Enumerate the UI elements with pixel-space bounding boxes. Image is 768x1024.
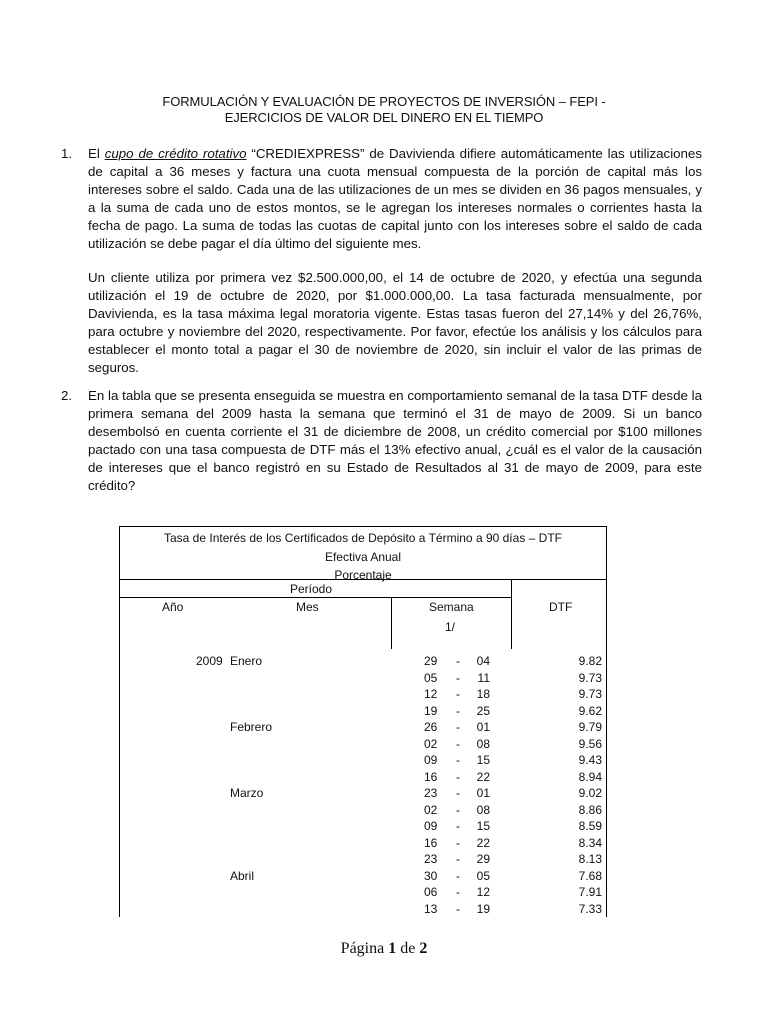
page-of: de (396, 940, 420, 957)
table-divider (120, 579, 606, 580)
table-caption-line-2: Efectiva Anual (324, 549, 402, 564)
week-separator: - (456, 819, 460, 833)
dtf-value-cell: 9.02 (578, 786, 602, 800)
week-separator: - (456, 868, 460, 883)
dtf-value-cell: 8.94 (578, 769, 602, 784)
week-end-cell: 25 (476, 703, 490, 718)
table-row (120, 752, 606, 769)
dtf-value-cell: 8.59 (578, 819, 602, 833)
table-row (120, 785, 606, 802)
week-end-cell: 19 (476, 901, 490, 916)
dtf-value-cell: 9.43 (578, 753, 602, 767)
week-end-cell: 18 (476, 687, 490, 701)
week-start-cell: 16 (424, 769, 438, 784)
week-separator: - (456, 885, 460, 899)
table-divider (120, 597, 511, 598)
month-cell: Abril (230, 868, 255, 883)
exercise-1 (61, 145, 702, 377)
week-separator: - (456, 835, 460, 850)
table-row (120, 703, 606, 720)
week-start-cell: 09 (424, 819, 438, 833)
dtf-value-cell: 9.82 (578, 654, 602, 668)
month-header: Mes (296, 600, 319, 614)
week-separator: - (456, 703, 460, 718)
week-end-cell: 01 (476, 786, 490, 800)
week-start-cell: 23 (424, 852, 438, 866)
week-end-cell: 15 (476, 753, 490, 767)
title-line-2: EJERCICIOS DE VALOR DEL DINERO EN EL TIEMPO (224, 110, 544, 125)
week-end-cell: 04 (476, 654, 490, 668)
week-start-cell: 16 (424, 835, 438, 850)
table-row (120, 769, 606, 786)
week-start-cell: 02 (424, 736, 438, 751)
dtf-value-cell: 7.33 (578, 901, 602, 916)
week-end-cell: 15 (476, 819, 490, 833)
exercise-1-number: 1. (61, 146, 73, 161)
week-separator: - (456, 901, 460, 916)
week-end-cell: 01 (476, 720, 490, 734)
page-label: Página (340, 940, 389, 957)
dtf-header: DTF (549, 600, 573, 614)
table-row (120, 851, 606, 868)
week-end-cell: 11 (477, 670, 490, 685)
week-end-cell: 12 (476, 885, 490, 899)
table-row (120, 719, 606, 736)
week-end-cell: 22 (476, 835, 490, 850)
title-line-1: FORMULACIÓN Y EVALUACIÓN DE PROYECTOS DE INVERSIÓN – FEPI - (162, 94, 606, 109)
dtf-value-cell: 7.91 (578, 885, 602, 899)
month-cell: Marzo (230, 786, 264, 800)
exercise-2-paragraph: En la tabla que se presenta enseguida se muestra en comportamiento semanal de la tasa DTF desde la primera semana del 2009 hasta la semana que terminó el 31 de mayo de 2009. Si un banco desembolsó en cuenta corriente el 31 de diciembre de 2008, un crédito comercial por $100 millones pactado con una tasa compuesta de DTF más el 13% efectivo anual, ¿cuál es el valor de la causación de intereses que el banco registró en su Estado de Resultados al 31 de mayo de 2009, para este crédito? (88, 388, 702, 493)
year-cell: 2009 (196, 654, 223, 668)
week-header-note: 1/ (445, 620, 456, 634)
week-start-cell: 09 (424, 753, 438, 767)
dtf-value-cell: 7.68 (578, 868, 602, 883)
dtf-value-cell: 9.79 (578, 720, 602, 734)
week-end-cell: 29 (476, 852, 490, 866)
dtf-value-cell: 8.13 (578, 852, 602, 866)
exercise-2 (61, 387, 702, 495)
page-total: 2 (419, 940, 428, 957)
week-separator: - (456, 753, 460, 767)
dtf-value-cell: 9.73 (578, 687, 602, 701)
week-separator: - (456, 786, 460, 800)
dtf-value-cell: 9.62 (578, 703, 602, 718)
table-row (120, 670, 606, 687)
table-row (120, 818, 606, 835)
week-start-cell: 12 (424, 687, 438, 701)
dtf-value-cell: 8.34 (578, 835, 602, 850)
dtf-value-cell: 8.86 (578, 802, 602, 817)
table-column-divider (391, 597, 392, 649)
table-row (120, 686, 606, 703)
week-start-cell: 19 (424, 703, 438, 718)
exercise-1-paragraph-2: Un cliente utiliza por primera vez $2.500.000,00, el 14 de octubre de 2020, y efectúa una segunda utilización el 19 de octubre de 2020, por $1.000.000,00. La tasa facturada mensualmente, por Davivienda, es la tasa máxima legal moratoria vigente. Estas tasas fueron del 27,14% y del 26,76%, para octubre y noviembre del 2020, respectivamente. Por favor, efectúe los análisis y los cálculos para establecer el monto total a pagar el 30 de noviembre de 2020, sin incluir el valor de las primas de seguros. (88, 270, 702, 375)
dtf-value-cell: 9.73 (578, 670, 602, 685)
week-end-cell: 08 (476, 736, 490, 751)
month-cell: Enero (230, 654, 263, 668)
exercise-1-paragraph-1 (88, 145, 702, 253)
week-start-cell: 02 (424, 802, 438, 817)
week-start-cell: 23 (424, 786, 438, 800)
dtf-table (119, 526, 607, 917)
week-separator: - (456, 687, 460, 701)
exercise-1-body: “CREDIEXPRESS” de Davivienda difiere automáticamente las utilizaciones de capital a 36 meses y factura una cuota mensual compuesta de la porción de capital más los intereses sobre el saldo. Cada una de las utilizaciones de un mes se dividen en 36 pagos mensuales, y a la suma de cada uno de estos montos, se le agregan los intereses normales o corrientes hasta la fecha de pago. La suma de todas las cuotas de capital junto con los intereses sobre el saldo de cada utilización se debe pagar el día último del siguiente mes. (88, 146, 702, 251)
table-column-divider (511, 579, 512, 649)
week-start-cell: 06 (424, 885, 438, 899)
month-cell: Febrero (230, 720, 273, 734)
week-end-cell: 08 (476, 802, 490, 817)
week-header: Semana (429, 600, 474, 614)
week-separator: - (456, 654, 460, 668)
exercise-2-number: 2. (61, 388, 73, 403)
periodo-header: Período (290, 582, 333, 596)
week-separator: - (456, 736, 460, 751)
document-title (0, 94, 768, 126)
table-row (120, 736, 606, 753)
table-row (120, 835, 606, 852)
exercise-1-emphasis: cupo de crédito rotativo (104, 146, 247, 161)
table-row (120, 802, 606, 819)
week-separator: - (456, 769, 460, 784)
week-start-cell: 29 (424, 654, 438, 668)
week-separator: - (456, 802, 460, 817)
week-end-cell: 05 (476, 868, 490, 883)
table-body (120, 653, 606, 917)
table-row (120, 653, 606, 670)
table-row (120, 884, 606, 901)
table-row (120, 901, 606, 918)
week-end-cell: 22 (476, 769, 490, 784)
week-start-cell: 05 (424, 670, 438, 685)
dtf-value-cell: 9.56 (578, 736, 602, 751)
exercise-1-intro: El (88, 146, 105, 161)
week-start-cell: 30 (424, 868, 438, 883)
week-separator: - (456, 670, 460, 685)
week-start-cell: 26 (424, 720, 438, 734)
page-current: 1 (388, 940, 397, 957)
week-separator: - (456, 852, 460, 866)
week-separator: - (456, 720, 460, 734)
week-start-cell: 13 (424, 901, 438, 916)
table-caption-line-3: Porcentaje (334, 568, 392, 582)
table-caption (120, 527, 606, 585)
year-header: Año (162, 600, 184, 614)
table-caption-line-1: Tasa de Interés de los Certificados de Depósito a Término a 90 días – DTF (164, 531, 562, 545)
table-row (120, 868, 606, 885)
page-footer (0, 940, 768, 958)
